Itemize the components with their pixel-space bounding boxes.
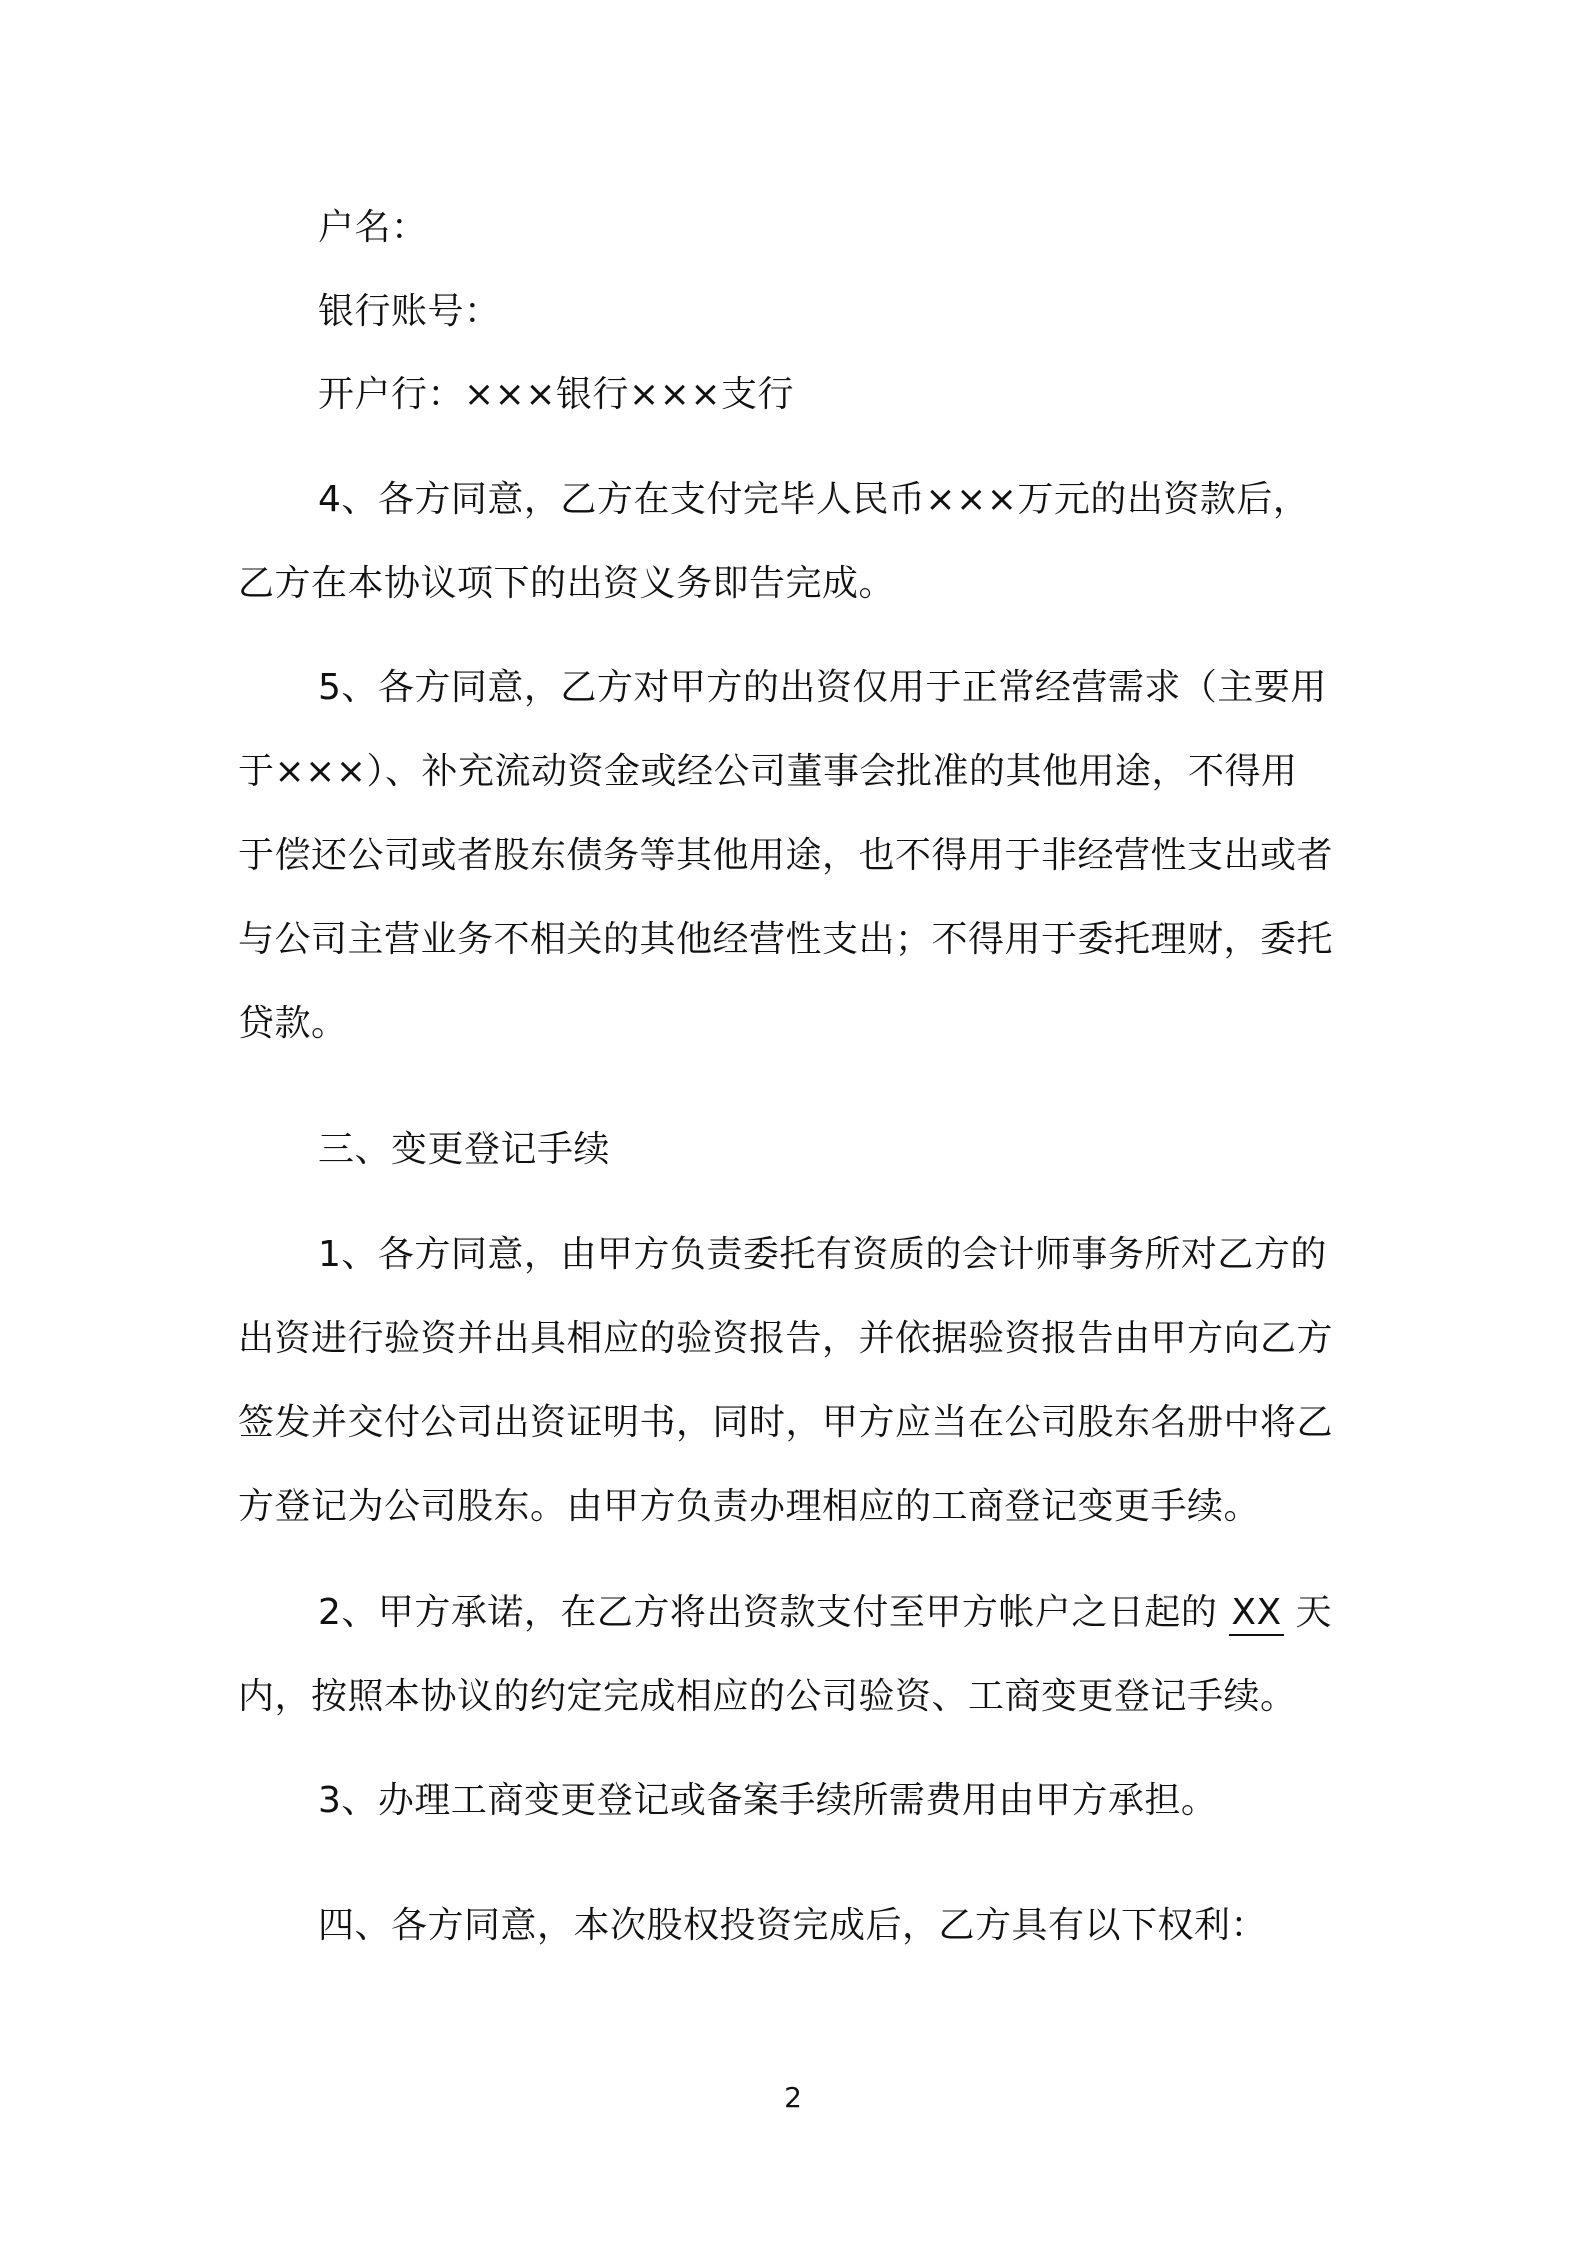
section-3-item-1-line-2: 出资进行验资并出具相应的验资报告，并依据验资报告由甲方向乙方: [238, 1318, 1334, 1359]
clause-5-line-4: 与公司主营业务不相关的其他经营性支出；不得用于委托理财，委托: [238, 919, 1334, 960]
section-3-heading: 三、变更登记手续: [318, 1129, 611, 1170]
section-3-item-1-line-4: 方登记为公司股东。由甲方负责办理相应的工商登记变更手续。: [238, 1486, 1261, 1527]
account-name-line: 户名：: [318, 207, 428, 248]
clause-5-line-2: 于×××）、补充流动资金或经公司董事会批准的其他用途，不得用: [238, 751, 1298, 792]
item-2-text-after: 天: [1295, 1592, 1333, 1633]
account-number-line: 银行账号：: [318, 291, 501, 332]
section-4-heading: 四、各方同意，本次股权投资完成后，乙方具有以下权利：: [318, 1905, 1268, 1946]
clause-4-line-1: 4、各方同意，乙方在支付完毕人民币×××万元的出资款后，: [318, 479, 1310, 520]
section-3-item-1-line-3: 签发并交付公司出资证明书，同时，甲方应当在公司股东名册中将乙: [238, 1402, 1334, 1443]
days-placeholder: XX: [1229, 1592, 1283, 1636]
clause-4-line-2: 乙方在本协议项下的出资义务即告完成。: [238, 563, 896, 604]
clause-5-line-5: 贷款。: [238, 1003, 348, 1044]
clause-5-line-1: 5、各方同意，乙方对甲方的出资仅用于正常经营需求（主要用: [318, 667, 1327, 708]
section-3-item-3-line-1: 3、办理工商变更登记或备案手续所需费用由甲方承担。: [318, 1780, 1218, 1821]
page-number: 2: [784, 2081, 802, 2114]
bank-branch-line: 开户行：×××银行×××支行: [318, 374, 794, 415]
item-2-text-before: 2、甲方承诺，在乙方将出资款支付至甲方帐户之日起的: [318, 1592, 1218, 1633]
section-3-item-1-line-1: 1、各方同意，由甲方负责委托有资质的会计师事务所对乙方的: [318, 1234, 1327, 1275]
clause-5-line-3: 于偿还公司或者股东债务等其他用途，也不得用于非经营性支出或者: [238, 835, 1334, 876]
section-3-item-2-line-2: 内，按照本协议的约定完成相应的公司验资、工商变更登记手续。: [238, 1676, 1297, 1717]
section-3-item-2-line-1: [318, 1588, 1438, 1638]
